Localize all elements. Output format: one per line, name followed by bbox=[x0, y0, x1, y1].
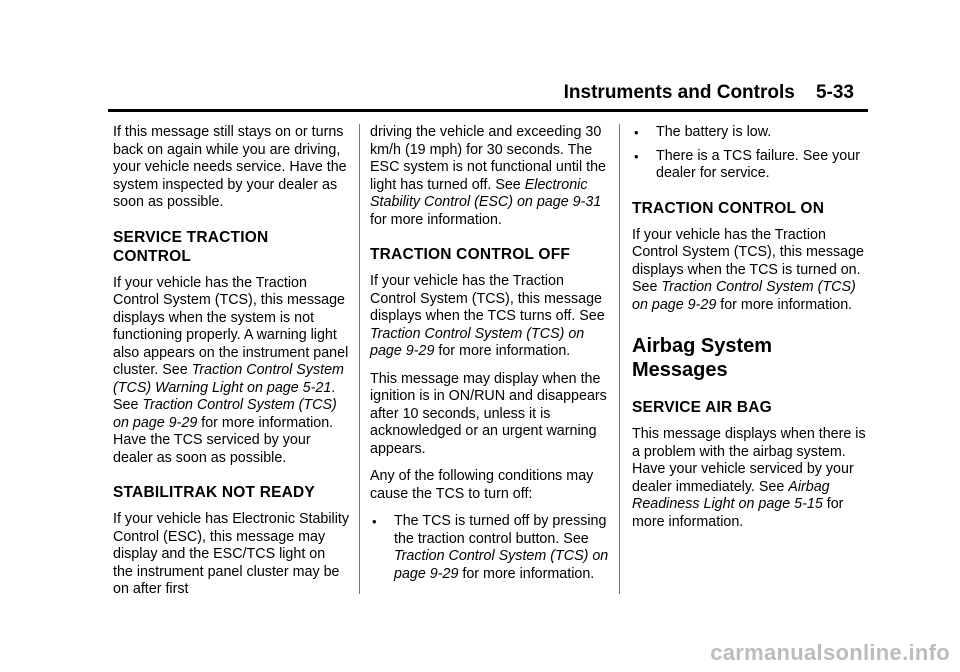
header-rule bbox=[108, 109, 868, 112]
paragraph: Any of the following conditions may cause the TCS to turn off: bbox=[370, 468, 594, 502]
cross-reference-link[interactable]: Traction Control System (TCS) on page 9-29 bbox=[632, 279, 856, 313]
condition-list bbox=[632, 124, 868, 183]
column-3 bbox=[632, 124, 868, 541]
bullet-icon: • bbox=[372, 514, 377, 529]
heading-traction-control-on: TRACTION CONTROL ON bbox=[632, 199, 825, 217]
heading-service-traction-control: SERVICE TRACTION CONTROL bbox=[113, 228, 269, 265]
paragraph: This message displays when there is a problem with the airbag system. Have your vehicle serviced by your dealer immediately. See Airbag Readiness Light on page 5-15 for more information. bbox=[632, 426, 866, 530]
column-divider bbox=[619, 124, 620, 594]
heading-service-air-bag: SERVICE AIR BAG bbox=[632, 399, 772, 416]
header-title: Instruments and Controls bbox=[563, 82, 795, 103]
paragraph: If your vehicle has the Traction Control System (TCS), this message displays when the TCS is turned on. See Traction Control System (TCS) on page 9-29 for more information. bbox=[632, 226, 864, 313]
column-1 bbox=[113, 124, 349, 609]
paragraph: If your vehicle has the Traction Control System (TCS), this message displays when the TCS turns off. See Traction Control System (TCS) on page 9-29 for more information. bbox=[370, 273, 605, 359]
cross-reference-link[interactable]: Traction Control System (TCS) Warning Light on page 5-21 bbox=[113, 362, 344, 396]
bullet-icon: • bbox=[634, 125, 639, 140]
paragraph: This message may display when the ignition is in ON/RUN and disappears after 10 seconds, unless it is acknowledged or an urgent warning appears. bbox=[370, 370, 607, 457]
heading-stabilitrak-not-ready: STABILITRAK NOT READY bbox=[113, 484, 315, 501]
cross-reference-link[interactable]: Electronic Stability Control (ESC) on page 9-31 bbox=[370, 176, 602, 210]
condition-list bbox=[370, 513, 610, 583]
cross-reference-link[interactable]: Airbag Readiness Light on page 5-15 bbox=[632, 478, 830, 512]
column-divider bbox=[359, 124, 360, 594]
cross-reference-link[interactable]: Traction Control System (TCS) on page 9-29 bbox=[394, 548, 609, 582]
column-2 bbox=[370, 124, 610, 591]
paragraph: If your vehicle has Electronic Stability Control (ESC), this message may display and the ESC/TCS light on the instrument panel cluster may be on after first bbox=[113, 511, 350, 597]
page-header bbox=[564, 82, 854, 104]
paragraph: If this message still stays on or turns back on again while you are driving, your vehicle needs service. Have the system inspected by your dealer as soon as possible. bbox=[113, 124, 347, 210]
paragraph: If your vehicle has the Traction Control System (TCS), this message displays when the system is not functioning properly. A warning light also appears on the instrument panel cluster. See Traction Control System (TCS) Warning Light on page 5-21. See Traction Control System (TCS) on page 9-29 for more information. Have the TCS serviced by your dealer as soon as possible. bbox=[113, 274, 349, 466]
list-item: • There is a TCS failure. See your dealer for service. bbox=[634, 147, 860, 181]
section-heading-airbag-system-messages: Airbag System Messages bbox=[632, 335, 773, 381]
bullet-icon: • bbox=[634, 148, 639, 164]
paragraph: driving the vehicle and exceeding 30 km/h (19 mph) for 30 seconds. The ESC system is not functional until the light has turned off. See Electronic Stability Control (ESC) on page 9-31 for more information. bbox=[370, 124, 607, 228]
heading-traction-control-off: TRACTION CONTROL OFF bbox=[370, 246, 571, 263]
watermark-logo: carmanualsonline.info bbox=[710, 640, 950, 665]
list-item: • The TCS is turned off by pressing the traction control button. See Traction Control System (TCS) on page 9-29 for more information. bbox=[372, 513, 609, 582]
cross-reference-link[interactable]: Traction Control System (TCS) on page 9-29 bbox=[113, 397, 337, 431]
cross-reference-link[interactable]: Traction Control System (TCS) on page 9-29 bbox=[370, 325, 585, 359]
list-item: • The battery is low. bbox=[634, 124, 772, 140]
page-number: 5-33 bbox=[815, 82, 854, 103]
